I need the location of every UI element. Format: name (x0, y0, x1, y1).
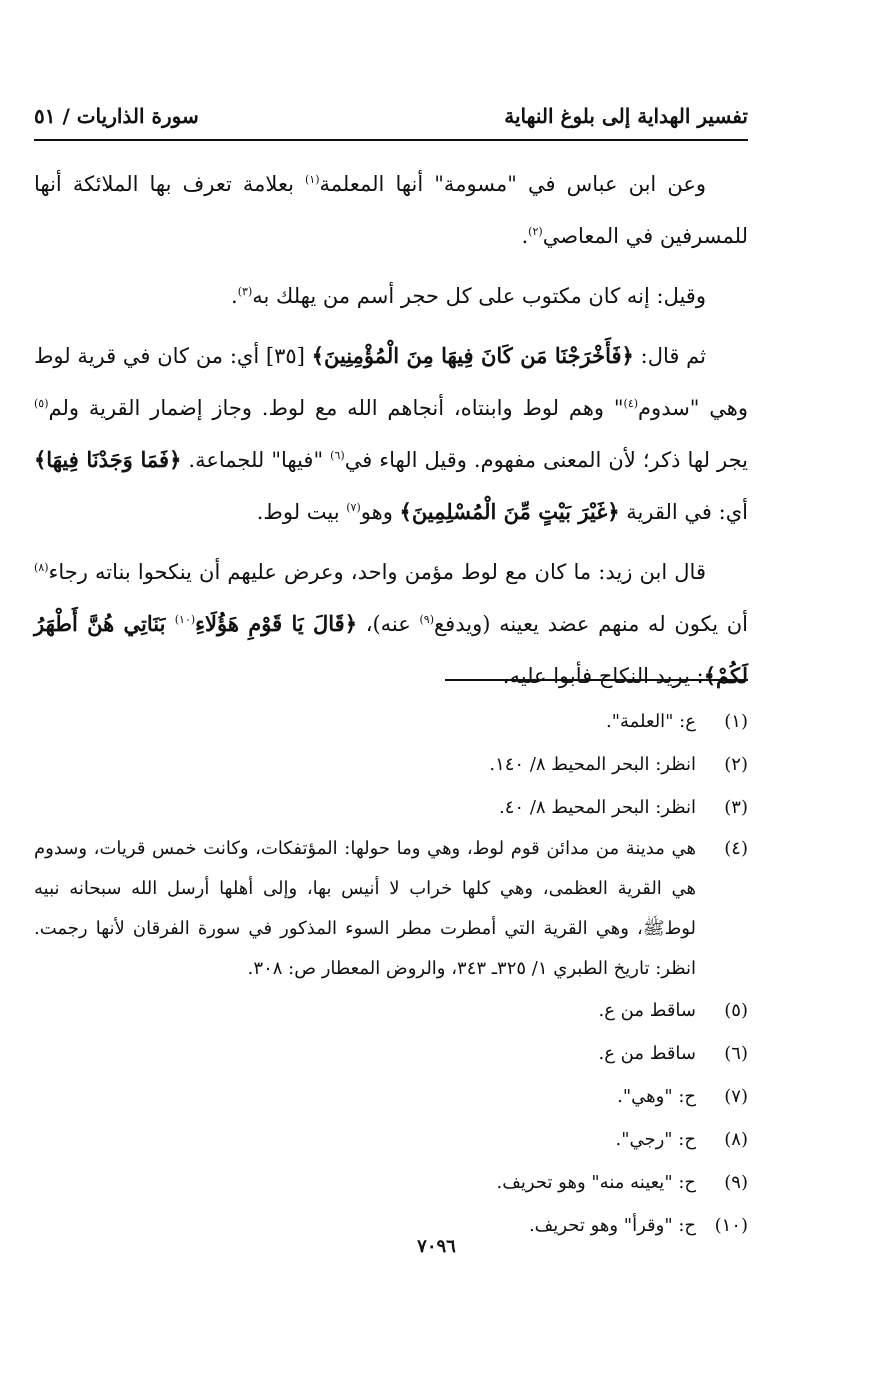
footnote-separator (445, 679, 748, 681)
footnote-item (34, 1118, 748, 1161)
footnote-ref-3: (٣) (237, 285, 253, 298)
footnote-ref-8: (٨) (34, 561, 49, 574)
footnote-item (34, 1032, 748, 1075)
footnote-text: ع: "العلمة". (606, 711, 696, 732)
footnote-ref-6: (٦) (330, 449, 345, 462)
quran-verse-4: ﴿قَالَ يَا قَوْمِ هَؤُلَاءِ (195, 611, 358, 636)
footnote-ref-9: (٩) (419, 613, 434, 626)
footnote-text: ح: "رجي". (615, 1129, 696, 1150)
quran-verse-3: ﴿غَيْرَ بَيْتٍ مِّنَ الْمُسْلِمِينَ﴾ (399, 499, 620, 524)
book-title: تفسير الهداية إلى بلوغ النهاية (504, 104, 748, 128)
quran-verse-4-end: بَنَاتِي هُنَّ أَطْهَرُ لَكُمْ﴾ (34, 611, 748, 688)
surah-title: سورة الذاريات / ٥١ (34, 104, 199, 128)
footnote-item (34, 1075, 748, 1118)
footnote-item (34, 743, 748, 786)
footnote-ref-5: (٥) (34, 397, 49, 410)
footnote-text: ح: "وقرأ" وهو تحريف. (528, 1215, 696, 1236)
footnote-number: (٧) (724, 1086, 748, 1107)
header-rule (34, 139, 748, 141)
footnote-item (34, 829, 748, 989)
footnote-text: ح: "وهي". (617, 1086, 696, 1107)
footnote-ref-2: (٢) (528, 225, 543, 238)
paragraph-3: ثم قال: ﴿فَأَخْرَجْنَا مَن كَانَ فِيهَا مِنَ الْمُؤْمِنِينَ﴾ [٣٥] أي: من كان في قرية لوط وهي "سدوم$^{(٤)}$" وهم لوط وابنتاه، أنجاهم الله مع لوط. وجاز إضمار القرية ولم$^{(٥)}$ يجر لها ذكر؛ لأن المعنى مفهوم. وقيل الهاء في$^{(٦)}$ "فيها" للجماعة. ﴿فَمَا وَجَدْنَا فِيهَا﴾ أي: في القرية ﴿غَيْرَ بَيْتٍ مِّنَ الْمُسْلِمِينَ﴾ وهو$^{(٧)}$ بيت لوط. (34, 343, 748, 524)
footnote-ref-1: (١) (305, 173, 320, 186)
footnote-number: (٩) (724, 1172, 748, 1193)
footnote-number: (٨) (724, 1129, 748, 1150)
footnote-text: ساقط من ع. (598, 1043, 696, 1064)
footnote-number: (١٠) (714, 1215, 748, 1236)
footnote-text: انظر: البحر المحيط ٨/ ٤٠. (499, 797, 696, 818)
paragraph-4: قال ابن زيد: ما كان مع لوط مؤمن واحد، وعرض عليهم أن ينكحوا بناته رجاء$^{(٨)}$ أن يكون له منهم عضد يعينه (ويدفع$^{(٩)}$ عنه)، ﴿قَالَ يَا قَوْمِ هَؤُلَاءِ$^{(١٠)}$ بَنَاتِي هُنَّ أَطْهَرُ لَكُمْ﴾: يريد النكاح فأبوا عليه. (34, 560, 748, 688)
page-number: ٧٠٩٦ (417, 1236, 456, 1257)
footnote-number: (٥) (724, 1000, 748, 1021)
footnote-text: ح: "يعينه منه" وهو تحريف. (496, 1172, 696, 1193)
footnotes (34, 700, 748, 1247)
footnote-number: (٦) (724, 1043, 748, 1064)
footnote-item (34, 1161, 748, 1204)
footnote-number: (٤) (724, 838, 748, 859)
footnote-text: انظر: البحر المحيط ٨/ ١٤٠. (489, 754, 696, 775)
footnote-number: (١) (724, 711, 748, 732)
footnote-item (34, 786, 748, 829)
footnote-ref-10: (١٠) (174, 613, 196, 626)
footnote-number: (٣) (724, 797, 748, 818)
quran-verse-1: ﴿فَأَخْرَجْنَا مَن كَانَ فِيهَا مِنَ الْمُؤْمِنِينَ﴾ (311, 343, 634, 368)
paragraph-1: وعن ابن عباس في "مسومة" أنها المعلمة$^{(١)}$ بعلامة تعرف بها الملائكة أنها للمسرفين في المعاصي$^{(٢)}$. (34, 172, 748, 248)
footnote-ref-7: (٧) (346, 501, 361, 514)
quran-verse-2: ﴿فَمَا وَجَدْنَا فِيهَا﴾ (34, 447, 182, 472)
footnote-ref-4: (٤) (623, 397, 639, 410)
paragraph-2: وقيل: إنه كان مكتوب على كل حجر أسم من يهلك به$^{(٣)}$. (231, 284, 706, 308)
footnote-text: هي مدينة من مدائن قوم لوط، وهي وما حولها: المؤتفكات، وكانت خمس قريات، وسدوم هي القرية العظمى، وهي كلها خراب لا أنيس بها، وإلى أهلها أرسل الله سبحانه نبيه لوطﷺ، وهي القرية التي أمطرت مطر السوء المذكور في سورة الفرقان لأنها رجمت. انظر: تاريخ الطبري ١/ ٣٢٥ـ ٣٤٣، والروض المعطار ص: ٣٠٨. (34, 838, 696, 979)
running-header (34, 96, 748, 136)
footnote-item (34, 700, 748, 743)
main-text (34, 158, 748, 702)
footnote-text: ساقط من ع. (598, 1000, 696, 1021)
footnote-number: (٢) (724, 754, 748, 775)
footnote-item (34, 989, 748, 1032)
